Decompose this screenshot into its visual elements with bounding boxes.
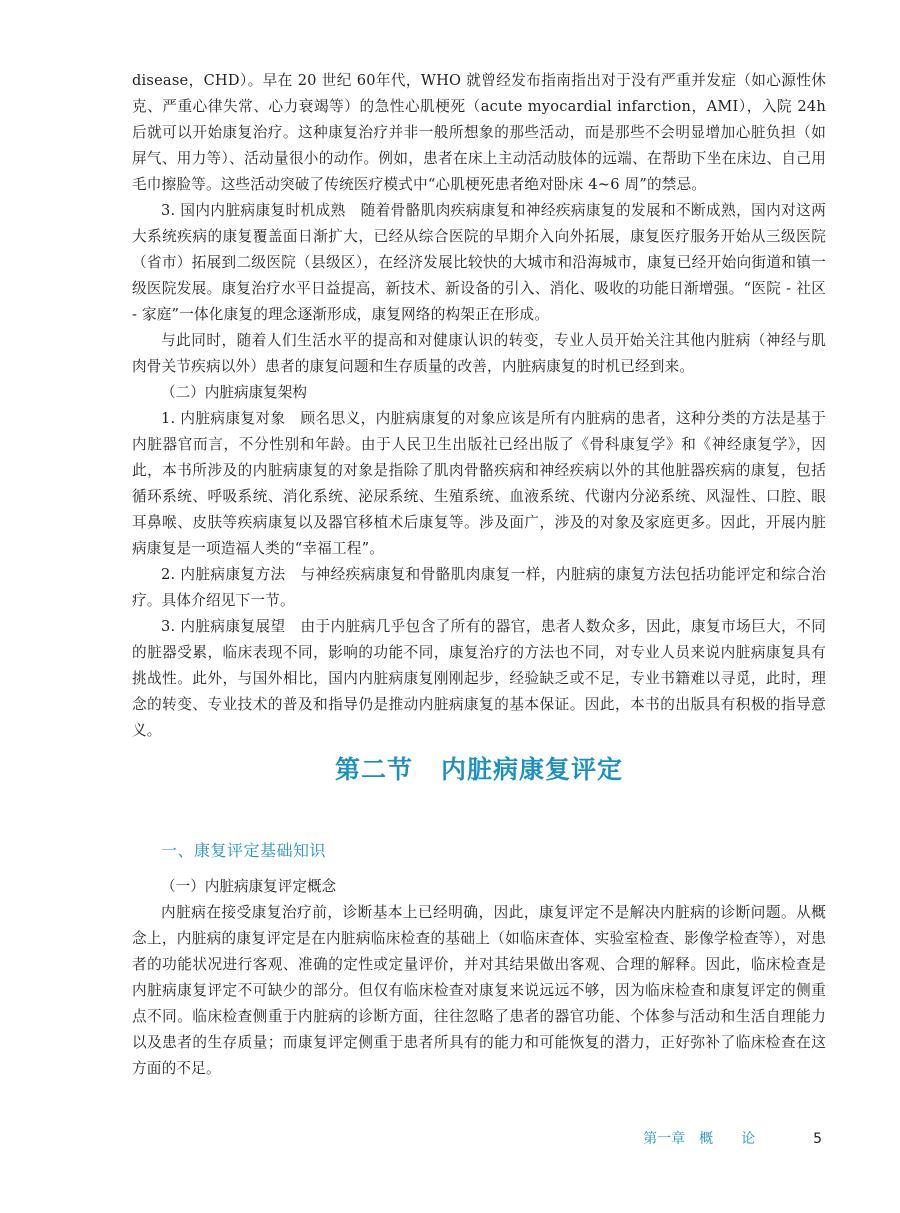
paragraph-assessment-concept: 内脏病在接受康复治疗前，诊断基本上已经明确，因此，康复评定不是解决内脏病的诊断问题。从概念上，内脏病的康复评定是在内脏病临床检查的基础上（如临床查体、实验室检查、影像学检查等），对患者的功能状况进行客观、准确的定性或定量评价，并对其结果做出客观、合理的解释。因此，临床检查是内脏病康复评定不可缺少的部分。但仅有临床检查对康复来说远远不够，因为临床检查和康复评定的侧重点不同。临床检查侧重于内脏病的诊断方面，往往忽略了患者的器官功能、个体参与活动和生活自理能力以及患者的生存质量；而康复评定侧重于患者所具有的能力和可能恢复的潜力，正好弥补了临床检查在这方面的不足。 [132, 904, 826, 1077]
page-body [132, 68, 826, 1077]
page-footer [643, 1128, 822, 1148]
section-number: 第二节 [334, 755, 413, 784]
top-text-block [132, 68, 826, 744]
subheading-framework: （二）内脏病康复架构 [161, 384, 307, 401]
section-name: 内脏病康复评定 [441, 755, 624, 784]
paragraph-rehab-target: 1. 内脏病康复对象 顾名思义，内脏病康复的对象应该是所有内脏病的患者，这种分类的方法是基于内脏器官而言，不分性别和年龄。由于人民卫生出版社已经出版了《骨科康复学》和《神经康复学》，因此，本书所涉及的内脏病康复的对象是指除了肌肉骨骼疾病和神经疾病以外的其他脏器疾病的康复，包括循环系统、呼吸系统、消化系统、泌尿系统、生殖系统、血液系统、代谢内分泌系统、风湿性、口腔、眼耳鼻喉、皮肤等疾病康复以及器官移植术后康复等。涉及面广，涉及的对象及家庭更多。因此，开展内脏病康复是一项造福人类的“幸福工程”。 [132, 410, 826, 557]
footer-chapter: 第一章 概 论 [643, 1131, 756, 1147]
paragraph-meanwhile: 与此同时，随着人们生活水平的提高和对健康认识的转变，专业人员开始关注其他内脏病（神经与肌肉骨关节疾病以外）患者的康复问题和生存质量的改善，内脏病康复的时机已经到来。 [132, 332, 826, 375]
page-number: 5 [813, 1131, 822, 1147]
paragraph-continued: disease，CHD）。早在 20 世纪 60年代，WHO 就曾经发布指南指出对于没有严重并发症（如心源性休克、严重心律失常、心力衰竭等）的急性心肌梗死（acute myocardial infarction，AMI），入院 24h 后就可以开始康复治疗。这种康复治疗并非一般所想象的那些活动，而是那些不会明显增加心脏负担（如屏气、用力等）、活动量很小的动作。例如，患者在床上主动活动肢体的远端、在帮助下坐在床边、自己用毛巾擦脸等。这些活动突破了传统医疗模式中“心肌梗死患者绝对卧床 4~6 周”的禁忌。 [132, 72, 826, 193]
section-title [132, 750, 826, 786]
bottom-text-block [132, 874, 826, 1082]
subheading-assessment-concept: （一）内脏病康复评定概念 [161, 878, 337, 895]
paragraph-rehab-outlook: 3. 内脏病康复展望 由于内脏病几乎包含了所有的器官，患者人数众多，因此，康复市场巨大，不同的脏器受累，临床表现不同，影响的功能不同，康复治疗的方法也不同，对专业人员来说内脏病康复具有挑战性。此外，与国外相比，国内内脏病康复刚刚起步，经验缺乏或不足，专业书籍难以寻觅，此时，理念的转变、专业技术的普及和指导仍是推动内脏病康复的基本保证。因此，本书的出版具有积极的指导意义。 [132, 618, 826, 739]
heading-level1: 一、康复评定基础知识 [161, 841, 327, 860]
paragraph-rehab-timing: 3. 国内内脏病康复时机成熟 随着骨骼肌肉疾病康复和神经疾病康复的发展和不断成熟，国内对这两大系统疾病的康复覆盖面日渐扩大，已经从综合医院的早期介入向外拓展，康复医疗服务开始从三级医院（省市）拓展到二级医院（县级区），在经济发展比较快的大城市和沿海城市，康复已经开始向街道和镇一级医院发展。康复治疗水平日益提高，新技术、新设备的引入、消化、吸收的功能日渐增强。“医院 - 社区 - 家庭”一体化康复的理念逐渐形成，康复网络的构架正在形成。 [132, 202, 826, 323]
paragraph-rehab-method: 2. 内脏病康复方法 与神经疾病康复和骨骼肌肉康复一样，内脏病的康复方法包括功能评定和综合治疗。具体介绍见下一节。 [132, 566, 826, 609]
